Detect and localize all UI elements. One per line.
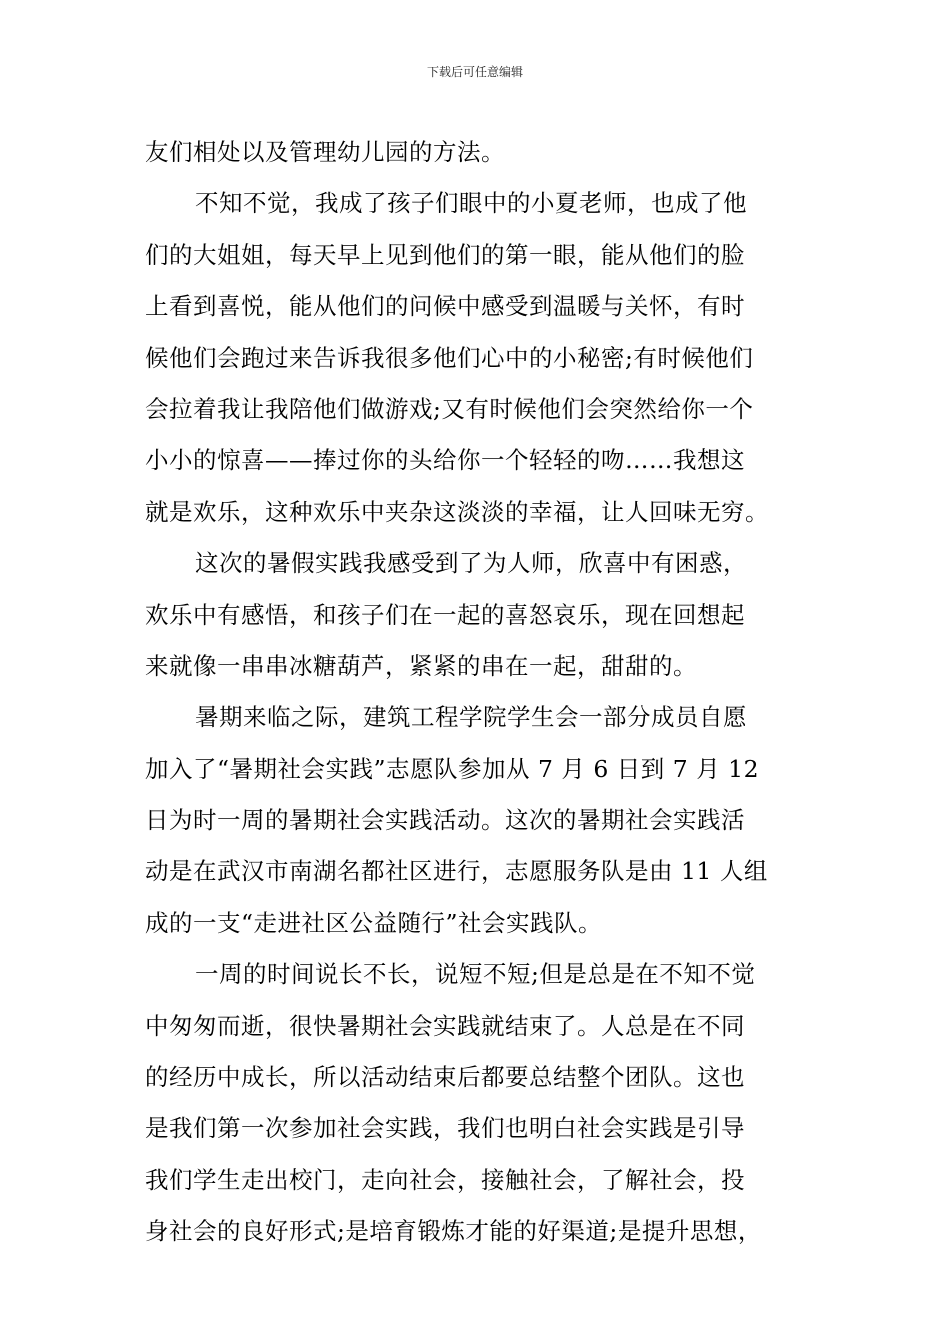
text-line: 就是欢乐，这种欢乐中夹杂这淡淡的幸福，让人回味无穷。	[145, 497, 769, 526]
text-line: 是我们第一次参加社会实践，我们也明白社会实践是引导	[145, 1114, 745, 1143]
text-line: 我们学生走出校门，走向社会，接触社会，了解社会，投	[145, 1165, 745, 1194]
paragraph-first-line: 暑期来临之际，建筑工程学院学生会一部分成员自愿	[195, 703, 747, 732]
text-line: 们的大姐姐，每天早上见到他们的第一眼，能从他们的脸	[145, 240, 745, 269]
paragraph-first-line: 这次的暑假实践我感受到了为人师，欣喜中有困惑，	[195, 549, 747, 578]
text-line: 欢乐中有感悟，和孩子们在一起的喜怒哀乐，现在回想起	[145, 600, 745, 629]
text-line: 来就像一串串冰糖葫芦，紧紧的串在一起，甜甜的。	[145, 651, 697, 680]
text-line: 小小的惊喜——捧过你的头给你一个轻轻的吻……我想这	[145, 446, 745, 475]
paragraph-first-line: 一周的时间说长不长，说短不短;但是总是在不知不觉	[195, 960, 756, 989]
text-line: 候他们会跑过来告诉我很多他们心中的小秘密;有时候他们	[145, 343, 754, 372]
text-line: 中匆匆而逝，很快暑期社会实践就结束了。人总是在不同	[145, 1011, 745, 1040]
document-body	[145, 127, 820, 1258]
text-line: 上看到喜悦，能从他们的问候中感受到温暖与关怀，有时	[145, 292, 745, 321]
text-line: 的经历中成长，所以活动结束后都要总结整个团队。这也	[145, 1063, 745, 1092]
text-line: 日为时一周的暑期社会实践活动。这次的暑期社会实践活	[145, 806, 745, 835]
page-header: 下载后可任意编辑	[426, 65, 523, 79]
text-line: 加入了“暑期社会实践”志愿队参加从 7 月 6 日到 7 月 12	[145, 754, 760, 783]
text-line: 友们相处以及管理幼儿园的方法。	[145, 138, 505, 166]
paragraph-first-line: 不知不觉，我成了孩子们眼中的小夏老师，也成了他	[195, 189, 747, 218]
text-line: 身社会的良好形式;是培育锻炼才能的好渠道;是提升思想，	[145, 1217, 762, 1246]
text-line: 会拉着我让我陪他们做游戏;又有时候他们会突然给你一个	[145, 394, 754, 423]
text-line: 成的一支“走进社区公益随行”社会实践队。	[145, 908, 603, 937]
text-line: 动是在武汉市南湖名都社区进行，志愿服务队是由 11 人组	[145, 857, 768, 886]
